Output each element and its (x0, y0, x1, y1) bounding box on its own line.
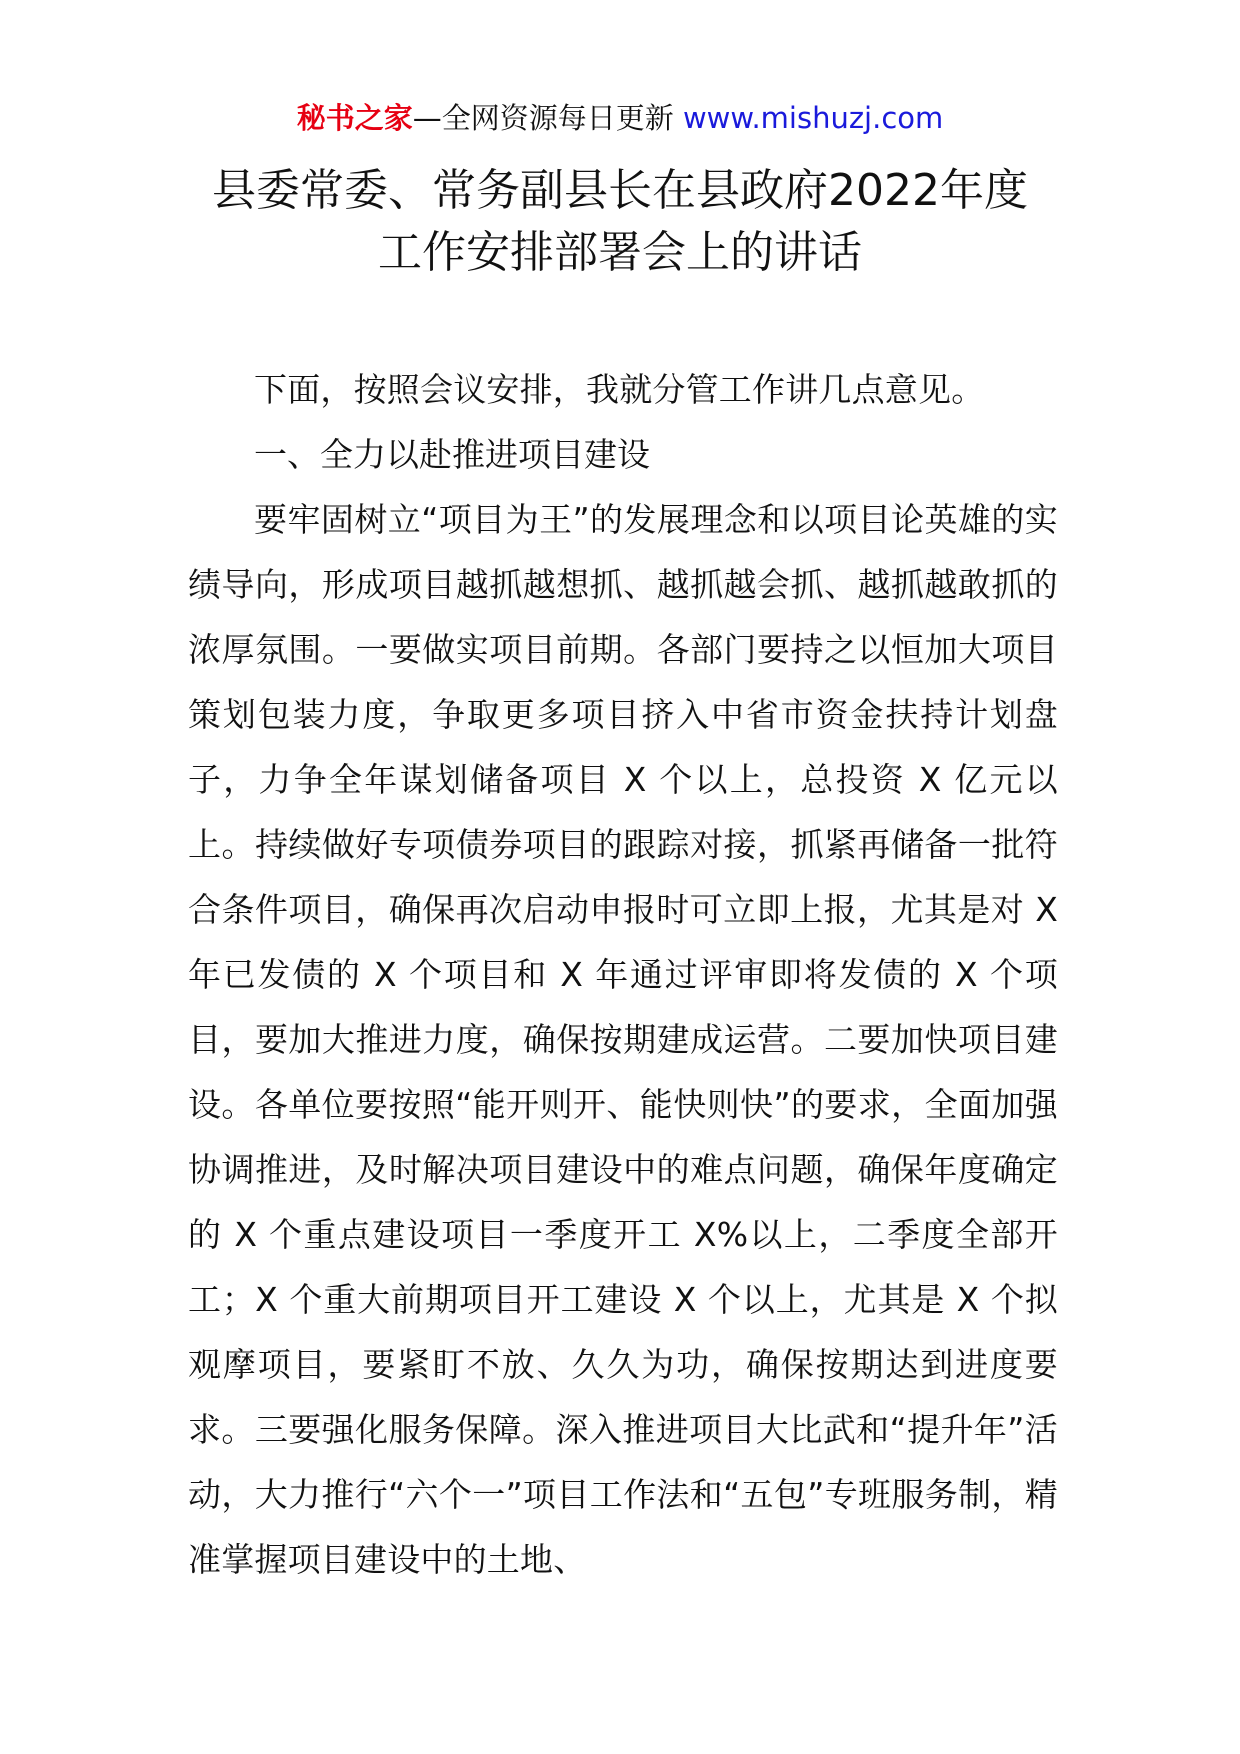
document-body (188, 357, 1058, 1592)
brand-name: 秘书之家 (296, 101, 413, 135)
title-line-2: 工作安排部署会上的讲话 (378, 227, 862, 278)
document-title (0, 160, 1240, 284)
header-tagline: —全网资源每日更新 (412, 101, 683, 135)
intro-paragraph: 下面，按照会议安排，我就分管工作讲几点意见。 (254, 370, 985, 409)
title-line-1: 县委常委、常务副县长在县政府2022年度 (212, 165, 1028, 216)
site-url-link[interactable]: www.mishuzj.com (682, 101, 944, 135)
section-1-paragraph: 要牢固树立“项目为王”的发展理念和以项目论英雄的实绩导向，形成项目越抓越想抓、越抓越会抓、越抓越敢抓的浓厚氛围。一要做实项目前期。各部门要持之以恒加大项目策划包装力度，争取更多项目挤入中省市资金扶持计划盘子，力争全年谋划储备项目 X 个以上，总投资 X 亿元以上。持续做好专项债券项目的跟踪对接，抓紧再储备一批符合条件项目，确保再次启动申报时可立即上报，尤其是对 X 年已发债的 X 个项目和 X 年通过评审即将发债的 X 个项目，要加大推进力度，确保按期建成运营。二要加快项目建设。各单位要按照“能开则开、能快则快”的要求，全面加强协调推进，及时解决项目建设中的难点问题，确保年度确定的 X 个重点建设项目一季度开工 X%以上，二季度全部开工；X 个重大前期项目开工建设 X 个以上，尤其是 X 个拟观摩项目，要紧盯不放、久久为功，确保按期达到进度要求。三要强化服务保障。深入推进项目大比武和“提升年”活动，大力推行“六个一”项目工作法和“五包”专班服务制，精准掌握项目建设中的土地、 (188, 500, 1058, 1579)
section-heading-1: 一、全力以赴推进项目建设 (254, 435, 650, 474)
site-header (0, 98, 1240, 138)
